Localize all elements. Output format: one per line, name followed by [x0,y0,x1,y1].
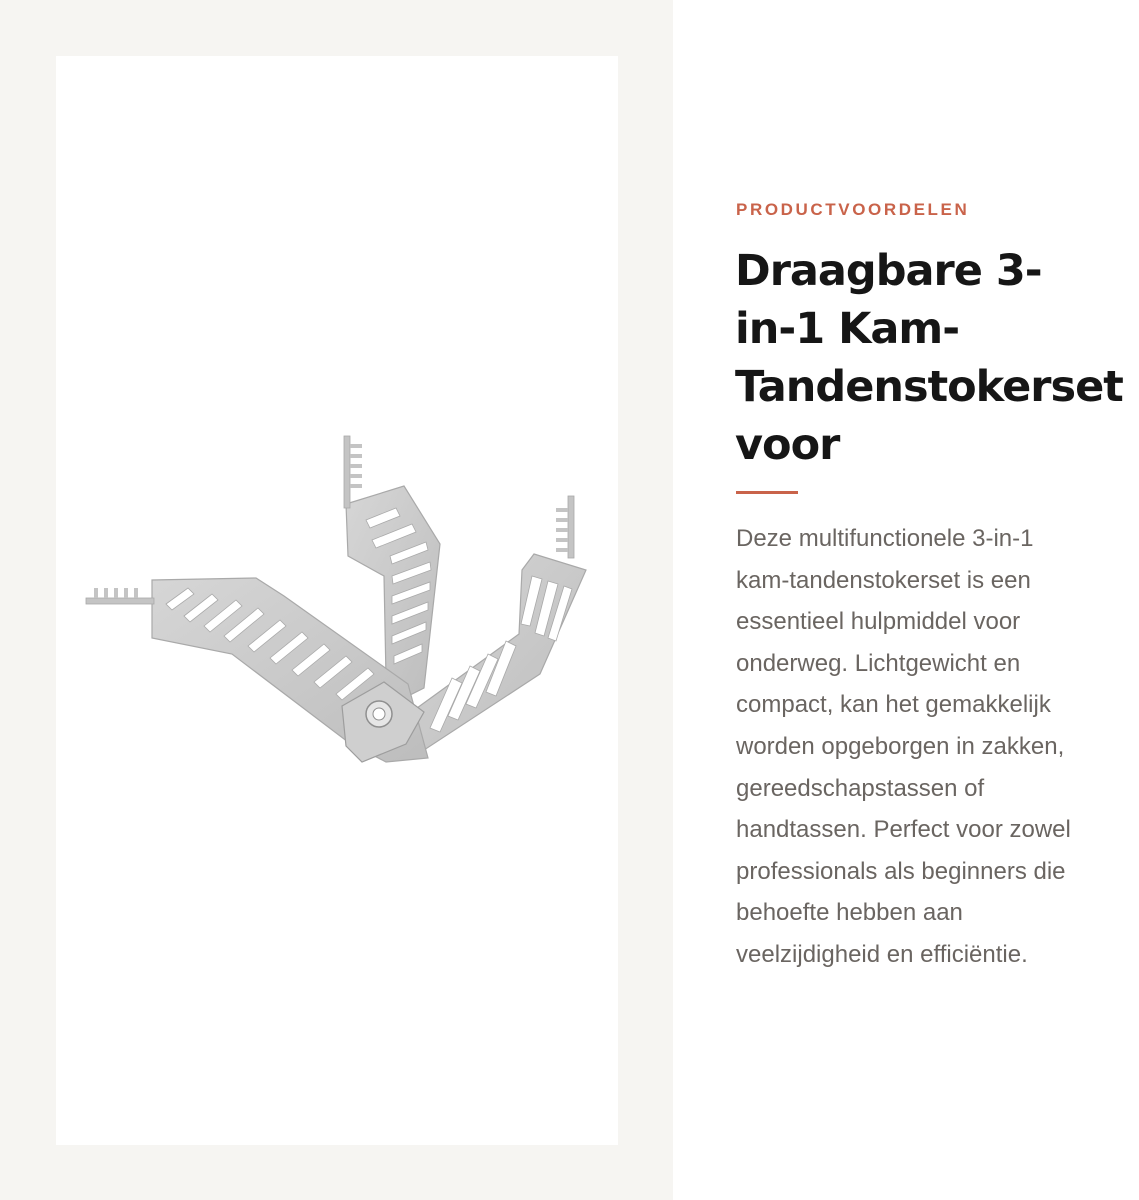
accent-divider [736,491,798,494]
description-line: onderweg. Lichtgewicht en [736,649,1021,677]
description-line: gereedschapstassen of [736,774,985,802]
content-panel [673,0,1139,1200]
product-title [735,242,1135,474]
description-line: essentieel hulpmiddel voor [736,608,1021,636]
title-line: in-1 Kam- [735,304,960,354]
product-description [736,518,1136,976]
description-line: worden opgeborgen in zakken, [736,732,1065,760]
comb-toothpick-tool-icon [56,56,618,1145]
section-eyebrow: PRODUCTVOORDELEN [736,200,970,219]
title-line: voor [735,420,840,470]
description-line: professionals als beginners die [736,857,1066,885]
product-image-card [56,56,618,1145]
title-line: Tandenstokerset [735,362,1123,412]
description-line: veelzijdigheid en efficiëntie. [736,940,1028,968]
title-line: Draagbare 3- [735,246,1042,296]
description-line: behoefte hebben aan [736,899,963,927]
description-line: handtassen. Perfect voor zowel [736,816,1071,844]
description-line: compact, kan het gemakkelijk [736,691,1051,719]
description-line: kam-tandenstokerset is een [736,566,1031,594]
description-line: Deze multifunctionele 3-in-1 [736,525,1034,552]
